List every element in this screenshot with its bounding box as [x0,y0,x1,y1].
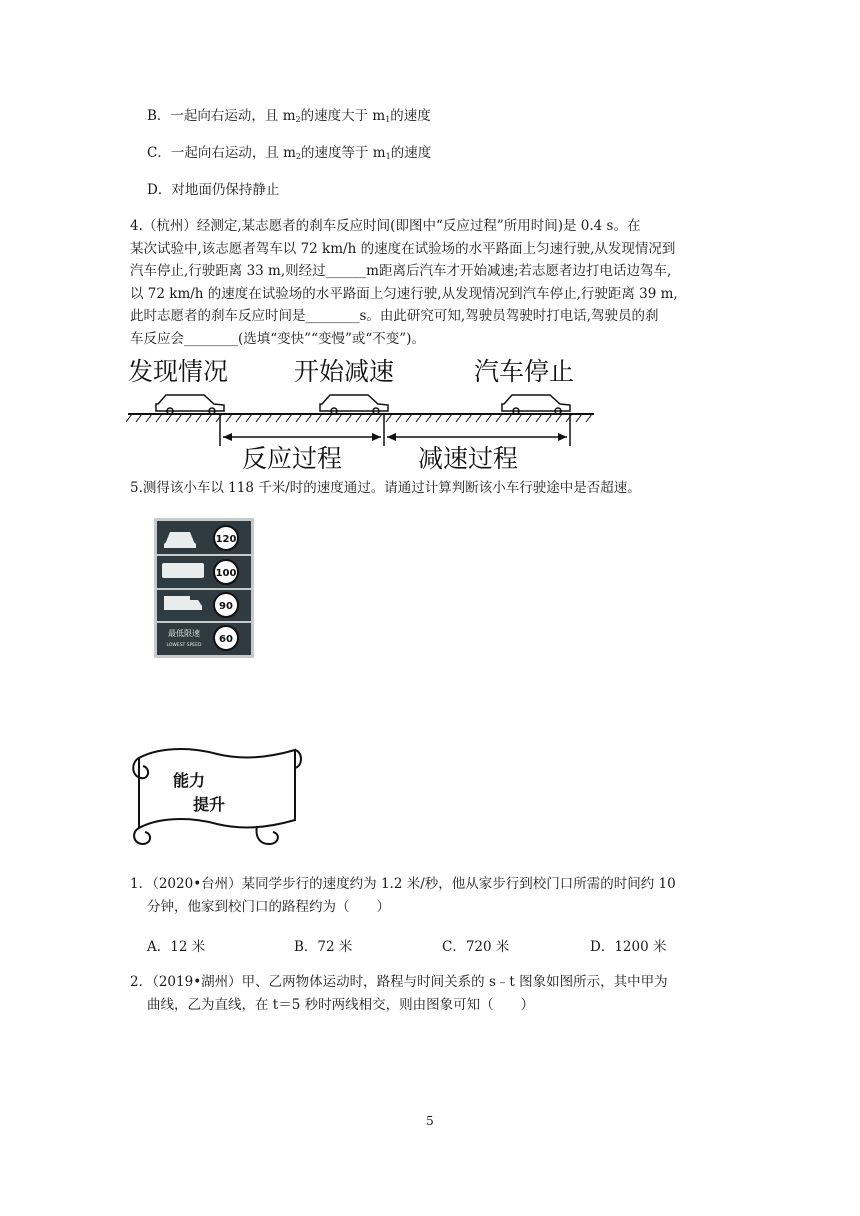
speed-limit-sign [154,518,254,658]
reaction-braking-diagram [126,352,601,474]
label-braking: 减速过程 [418,444,519,473]
option-c: C．一起向右运动，且 $m_2$的速度等于 $m_1$的速度 [147,145,432,161]
label-found: 发现情况 [128,357,229,386]
limit-120: 120 [215,534,237,545]
choice-d: D．1200 米 [590,939,667,955]
option-d: D．对地面仍保持静止 [147,182,280,198]
practice-1-line2: 分钟，他家到校门口的路程约为（ ） [147,899,390,915]
banner-line2: 提升 [193,795,226,814]
option-b: B．一起向右运动，且 $m_2$的速度大于 $m_1$的速度 [147,108,431,124]
bus-icon [162,563,204,578]
question-4-line: 此时志愿者的刹车反应时间是________s。由此研究可知,驾驶员驾驶时打电话,驾驶员的刹 [130,308,659,324]
lowest-speed-en: LOWEST SPEED [166,643,202,648]
car-icon [156,395,224,414]
choice-a: A．12 米 [147,939,206,955]
choice-b: B．72 米 [294,939,353,955]
practice-1-line1: 1．（2020•台州）某同学步行的速度约为 1.2 米/秒，他从家步行到校门口所需的时间约 10 [130,876,676,892]
label-start-brake: 开始减速 [294,357,395,386]
lowest-speed-cn: 最低限速 [168,629,200,638]
banner-line1: 能力 [173,771,206,790]
question-5: 5.测得该小车以 118 千米/时的速度通过。请通过计算判断该小车行驶途中是否超速。 [130,480,641,496]
choice-c: C．720 米 [442,939,510,955]
label-stop: 汽车停止 [474,357,575,386]
limit-90: 90 [219,601,233,612]
page-number: 5 [426,1114,434,1128]
question-4-line: 4.（杭州）经测定,某志愿者的刹车反应时间(即图中“反应过程”所用时间)是 0.4 s。在 [130,218,641,234]
question-4-line: 汽车停止,行驶距离 33 m,则经过______m距离后汽车才开始减速;若志愿者边打电话边驾车, [130,263,672,279]
question-4-line: 某次试验中,该志愿者驾车以 72 km/h 的速度在试验场的水平路面上匀速行驶,从发现情况到 [130,240,676,257]
car-icon [502,395,570,414]
practice-2-line1: 2．（2019•湖州）甲、乙两物体运动时，路程与时间关系的 s﹣t 图象如图所示，其中甲为 [130,974,668,990]
question-4 [130,215,730,350]
limit-100: 100 [215,568,237,579]
limit-60: 60 [219,634,233,645]
question-4-line: 以 72 km/h 的速度在试验场的水平路面上匀速行驶,从发现情况到汽车停止,行驶距离 39 m, [130,285,678,302]
car-icon [320,395,388,414]
label-reaction: 反应过程 [242,444,343,473]
ability-banner [127,740,305,852]
practice-2-line2: 曲线，乙为直线，在 t＝5 秒时两线相交，则由图象可知（ ） [147,997,535,1013]
question-4-line: 车反应会________(选填“变快”“变慢”或“不变”)。 [130,330,425,347]
